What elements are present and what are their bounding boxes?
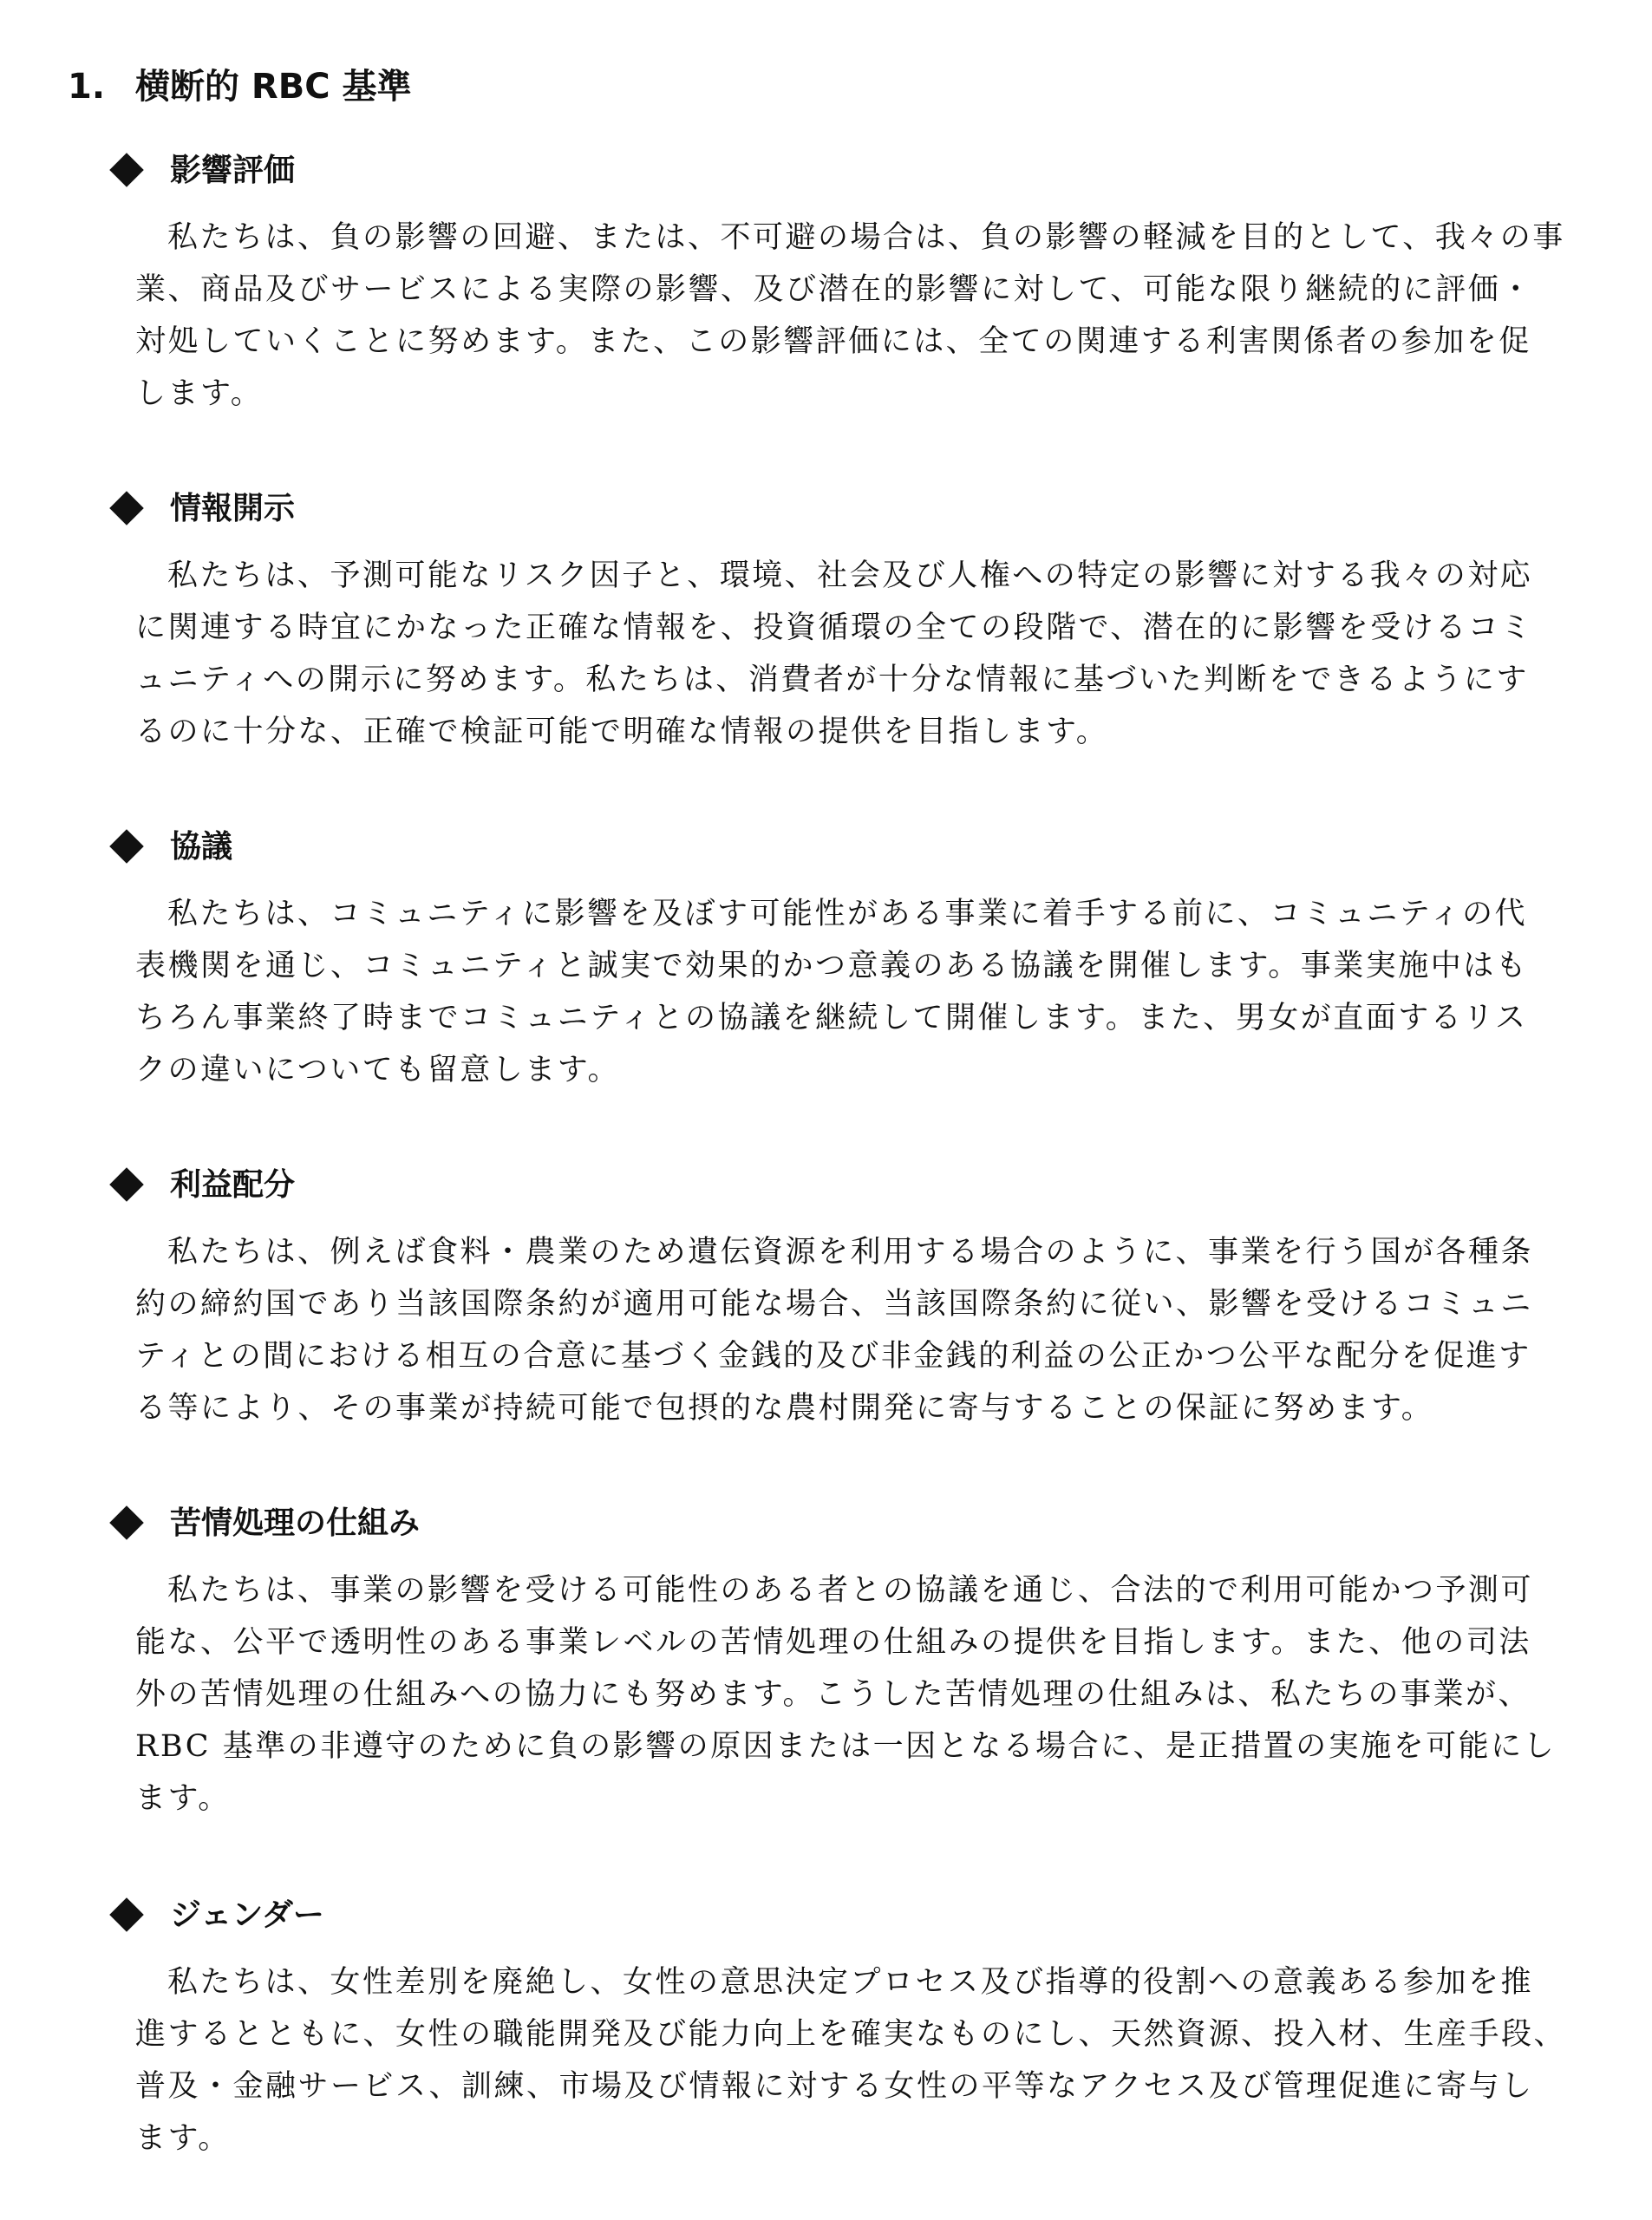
section-title: 情報開示 — [170, 491, 296, 526]
section-heading — [109, 482, 295, 536]
paragraph-line: 能な、公平で透明性のある事業レベルの苦情処理の仕組みの提供を目指します。また、他の司法 — [135, 1625, 1531, 1660]
diamond-bullet-icon — [109, 491, 144, 526]
paragraph-line: ュニティへの開示に努めます。私たちは、消費者が十分な情報に基づいた判断をできるようにす — [135, 663, 1529, 697]
section-paragraph — [135, 550, 1578, 758]
paragraph-line: 私たちは、女性差別を廃絶し、女性の意思決定プロセス及び指導的役割への意義ある参加を推 — [167, 1965, 1534, 2000]
section-title: ジェンダー — [170, 1897, 324, 1933]
diamond-bullet-icon — [109, 1505, 144, 1540]
paragraph-line: 対処していくことに努めます。また、この影響評価には、全ての関連する利害関係者の参加を促 — [135, 324, 1531, 359]
paragraph-line: 私たちは、負の影響の回避、または、不可避の場合は、負の影響の軽減を目的として、我々の事 — [167, 220, 1565, 255]
diamond-bullet-icon — [109, 829, 144, 864]
paragraph-line: る等により、その事業が持続可能で包摂的な農村開発に寄与することの保証に努めます。 — [135, 1391, 1434, 1426]
paragraph-line: 進するとともに、女性の職能開発及び能力向上を確実なものにし、天然資源、投入材、生産手段、 — [135, 2017, 1567, 2052]
paragraph-line: 約の締約国であり当該国際条約が適用可能な場合、当該国際条約に従い、影響を受けるコミュニ — [135, 1287, 1533, 1322]
paragraph-line: RBC 基準の非遵守のために負の影響の原因または一因となる場合に、是正措置の実施を可能にし — [135, 1729, 1557, 1764]
paragraph-line: 私たちは、事業の影響を受ける可能性のある者との協議を通じ、合法的で利用可能かつ予測可 — [167, 1573, 1534, 1608]
paragraph-line: 私たちは、例えば食料・農業のため遺伝資源を利用する場合のように、事業を行う国が各種条 — [167, 1235, 1534, 1270]
paragraph-line: ちろん事業終了時までコミュニティとの協議を継続して開催します。また、男女が直面するリス — [135, 1001, 1528, 1035]
section-paragraph — [135, 212, 1578, 420]
section-paragraph — [135, 1564, 1578, 1825]
section-heading — [109, 144, 295, 198]
paragraph-line: 普及・金融サービス、訓練、市場及び情報に対する女性の平等なアクセス及び管理促進に寄与し — [135, 2069, 1534, 2104]
section-title: 苦情処理の仕組み — [170, 1505, 421, 1541]
paragraph-line: に関連する時宜にかなった正確な情報を、投資循環の全ての段階で、潜在的に影響を受けるコミ — [135, 610, 1533, 645]
paragraph-line: 外の苦情処理の仕組みへの協力にも努めます。こうした苦情処理の仕組みは、私たちの事業が、 — [135, 1677, 1531, 1712]
paragraph-line: ティとの間における相互の合意に基づく金銭的及び非金銭的利益の公正かつ公平な配分を促進す — [135, 1339, 1531, 1374]
section-heading — [109, 820, 232, 874]
diamond-bullet-icon — [109, 1167, 144, 1202]
section-paragraph — [135, 888, 1578, 1096]
paragraph-line: ます。 — [135, 1781, 231, 1816]
section-title: 利益配分 — [170, 1167, 296, 1203]
paragraph-line: クの違いについても留意します。 — [135, 1053, 621, 1087]
main-heading-title: 横断的 RBC 基準 — [135, 67, 412, 107]
paragraph-line: 表機関を通じ、コミュニティと誠実で効果的かつ意義のある協議を開催します。事業実施中はも — [135, 949, 1529, 983]
paragraph-line: 業、商品及びサービスによる実際の影響、及び潜在的影響に対して、可能な限り継続的に評価・ — [135, 272, 1533, 307]
paragraph-line: るのに十分な、正確で検証可能で明確な情報の提供を目指します。 — [135, 715, 1109, 749]
section-title: 影響評価 — [170, 153, 296, 188]
main-heading — [68, 59, 412, 114]
section-heading — [109, 1159, 295, 1212]
section-paragraph — [135, 1226, 1578, 1434]
paragraph-line: します。 — [135, 376, 264, 411]
section-title: 協議 — [170, 829, 233, 865]
section-heading — [109, 1497, 420, 1551]
main-heading-number: 1. — [68, 67, 106, 107]
section-heading — [109, 1889, 324, 1942]
section-paragraph — [135, 1956, 1578, 2164]
paragraph-line: 私たちは、予測可能なリスク因子と、環境、社会及び人権への特定の影響に対する我々の対応 — [167, 558, 1533, 593]
paragraph-line: ます。 — [135, 2121, 231, 2156]
diamond-bullet-icon — [109, 153, 144, 187]
diamond-bullet-icon — [109, 1897, 144, 1932]
paragraph-line: 私たちは、コミュニティに影響を及ぼす可能性がある事業に着手する前に、コミュニティの代 — [167, 897, 1528, 931]
